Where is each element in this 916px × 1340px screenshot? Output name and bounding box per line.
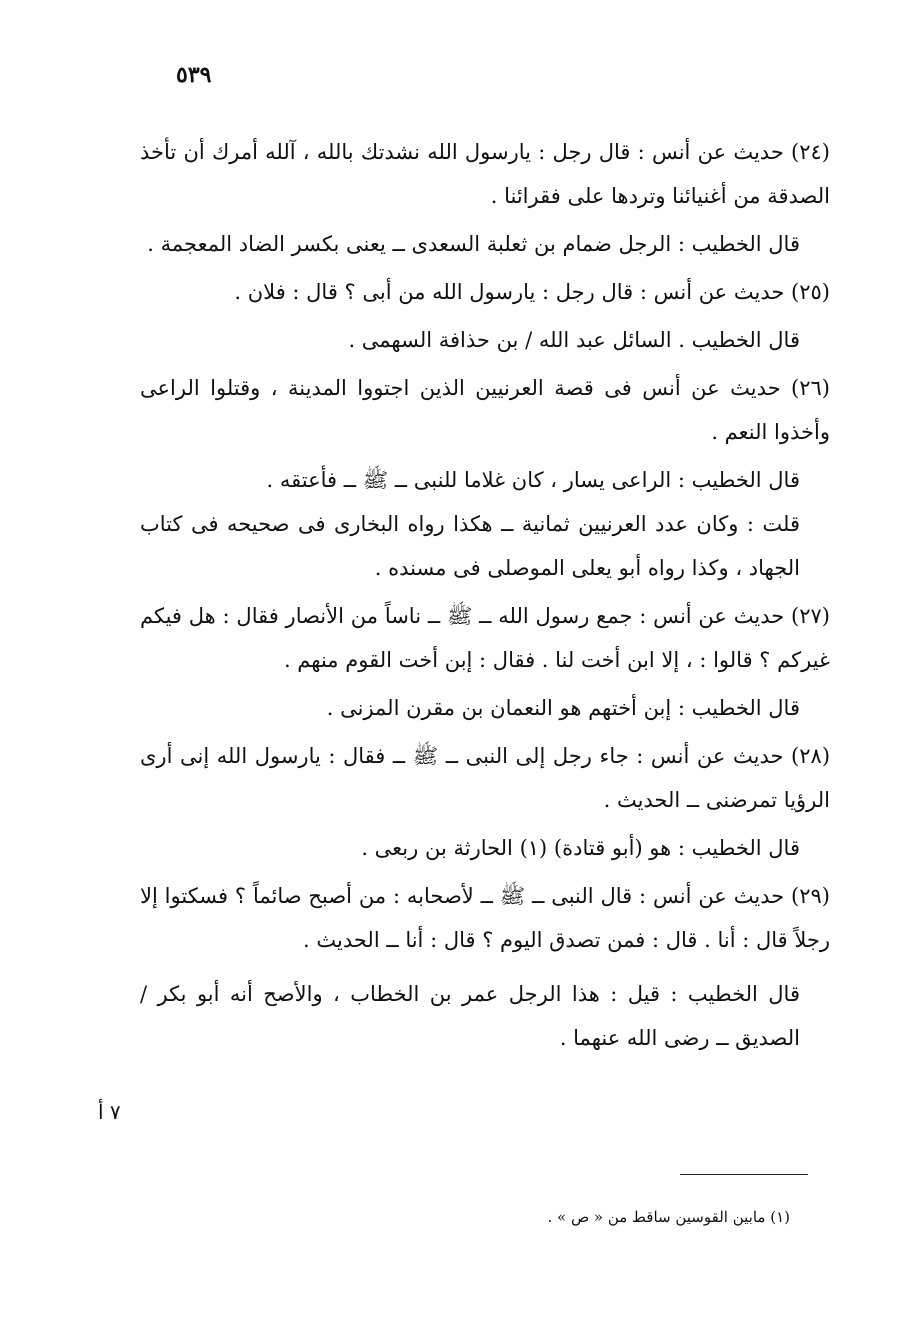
commentary-26: قال الخطيب : الراعى يسار ، كان غلاما للنبى ــ ﷺ ــ فأعتقه . [266, 468, 800, 492]
footnote: (١) مابين القوسين ساقط من « ص » . [547, 1208, 790, 1226]
manuscript-folio-marker: ٧ أ [98, 1100, 121, 1124]
page-number: ٥٣٩ [176, 62, 212, 88]
page-body [140, 130, 830, 1064]
footnote-divider [680, 1174, 808, 1175]
hadith-26: (٢٦) حديث عن أنس فى قصة العرنيين الذين اجتووا المدينة ، وقتلوا الراعى وأخذوا النعم . [140, 376, 830, 444]
hadith-27: (٢٧) حديث عن أنس : جمع رسول الله ــ ﷺ ــ ناساً من الأنصار فقال : هل فيكم غيركم ؟ قالوا : ، إلا ابن أخت لنا . فقال : إبن أخت القوم منهم . [140, 604, 830, 672]
commentary-27: قال الخطيب : إبن أختهم هو النعمان بن مقرن المزنى . [326, 696, 800, 720]
hadith-24: (٢٤) حديث عن أنس : قال رجل : يارسول الله نشدتك بالله ، آلله أمرك أن تأخذ الصدقة من أغنيائنا وتردها على فقرائنا . [140, 140, 830, 208]
hadith-28: (٢٨) حديث عن أنس : جاء رجل إلى النبى ــ ﷺ ــ فقال : يارسول الله إنى أرى الرؤيا تمرضنى ــ الحديث . [140, 744, 831, 812]
commentary-29: قال الخطيب : قيل : هذا الرجل عمر بن الخطاب ، والأصح أنه أبو بكر / الصديق ــ رضى الله عنهما . [140, 982, 800, 1050]
commentary-25: قال الخطيب . السائل عبد الله / بن حذافة السهمى . [348, 328, 800, 352]
commentary-24: قال الخطيب : الرجل ضمام بن ثعلبة السعدى ــ يعنى بكسر الضاد المعجمة . [147, 232, 800, 256]
hadith-25: (٢٥) حديث عن أنس : قال رجل : يارسول الله من أبى ؟ قال : فلان . [234, 280, 830, 304]
hadith-29: (٢٩) حديث عن أنس : قال النبى ــ ﷺ ــ لأصحابه : من أصبح صائماً ؟ فسكتوا إلا رجلاً قال : أنا . قال : فمن تصدق اليوم ؟ قال : أنا ــ الحديث . [140, 884, 830, 952]
commentary-28: قال الخطيب : هو (أبو قتادة) (١) الحارثة بن ربعى . [361, 836, 800, 860]
author-note-26: قلت : وكان عدد العرنيين ثمانية ــ هكذا رواه البخارى فى صحيحه فى كتاب الجهاد ، وكذا رواه أبو يعلى الموصلى فى مسنده . [140, 512, 800, 580]
